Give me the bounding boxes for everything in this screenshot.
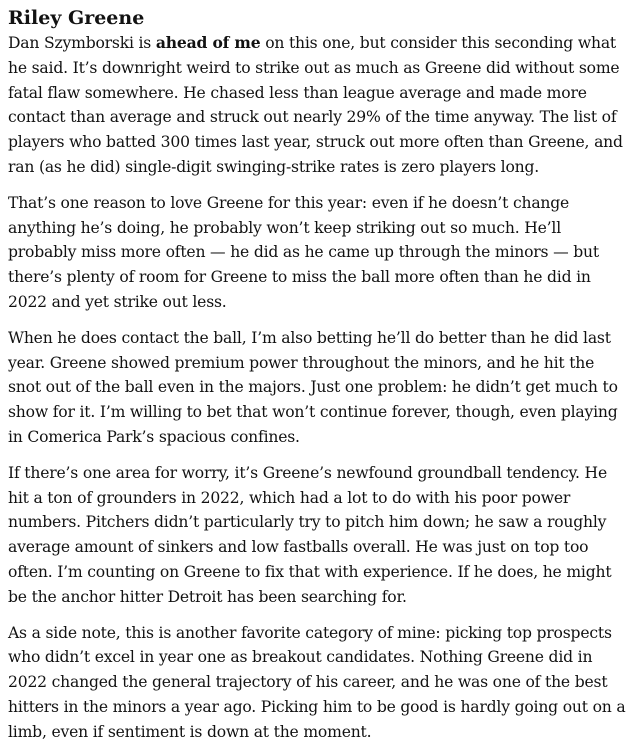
- paragraph-2: That’s one reason to love Greene for this year: even if he doesn’t change anything he’s doing, he probably won’t keep striking out so much. He’ll probably miss more often — he did as he came up through the minors — but there’s plenty of room for Greene to miss the ball more often than he did in 2022 and yet strike out less.: [8, 193, 599, 311]
- emphasis-text: ahead of me: [155, 33, 261, 52]
- paragraph-1: [8, 31, 630, 180]
- paragraph-1-lead: Dan Szymborski is: [8, 34, 156, 52]
- article-body: [8, 6, 630, 756]
- paragraph-3: When he does contact the ball, I’m also betting he’ll do better than he did last year. Greene showed premium power throughout the minors, and he hit the snot out of the ball even in the majors. Just one problem: he didn’t get much to show for it. I’m willing to bet that won’t continue forever, though, even playing in Comerica Park’s spacious confines.: [8, 328, 618, 446]
- paragraph-5: As a side note, this is another favorite category of mine: picking top prospects who didn’t excel in year one as breakout candidates. Nothing Greene did in 2022 changed the general trajectory of his career, and he was one of the best hitters in the minors a year ago. Picking him to be good is hardly going out on a limb, even if sentiment is down at the moment.: [8, 623, 626, 741]
- paragraph-4: If there’s one area for worry, it’s Greene’s newfound groundball tendency. He hit a ton of grounders in 2022, which had a lot to do with his poor power numbers. Pitchers didn’t particularly try to pitch him down; he saw a roughly average amount of sinkers and low fastballs overall. He was just on top too often. I’m counting on Greene to fix that with experience. If he does, he might be the anchor hitter Detroit has been searching for.: [8, 463, 612, 606]
- section-heading: Riley Greene: [8, 7, 145, 29]
- paragraph-1-body: on this one, but consider this seconding what he said. It’s downright weird to strike out as much as Greene did without some fatal flaw somewhere. He chased less than league average and made more contact than average and struck out nearly 29% of the time anyway. The list of players who batted 300 times last year, struck out more often than Greene, and ran (as he did) single-digit swinging-strike rates is zero players long.: [8, 34, 623, 176]
